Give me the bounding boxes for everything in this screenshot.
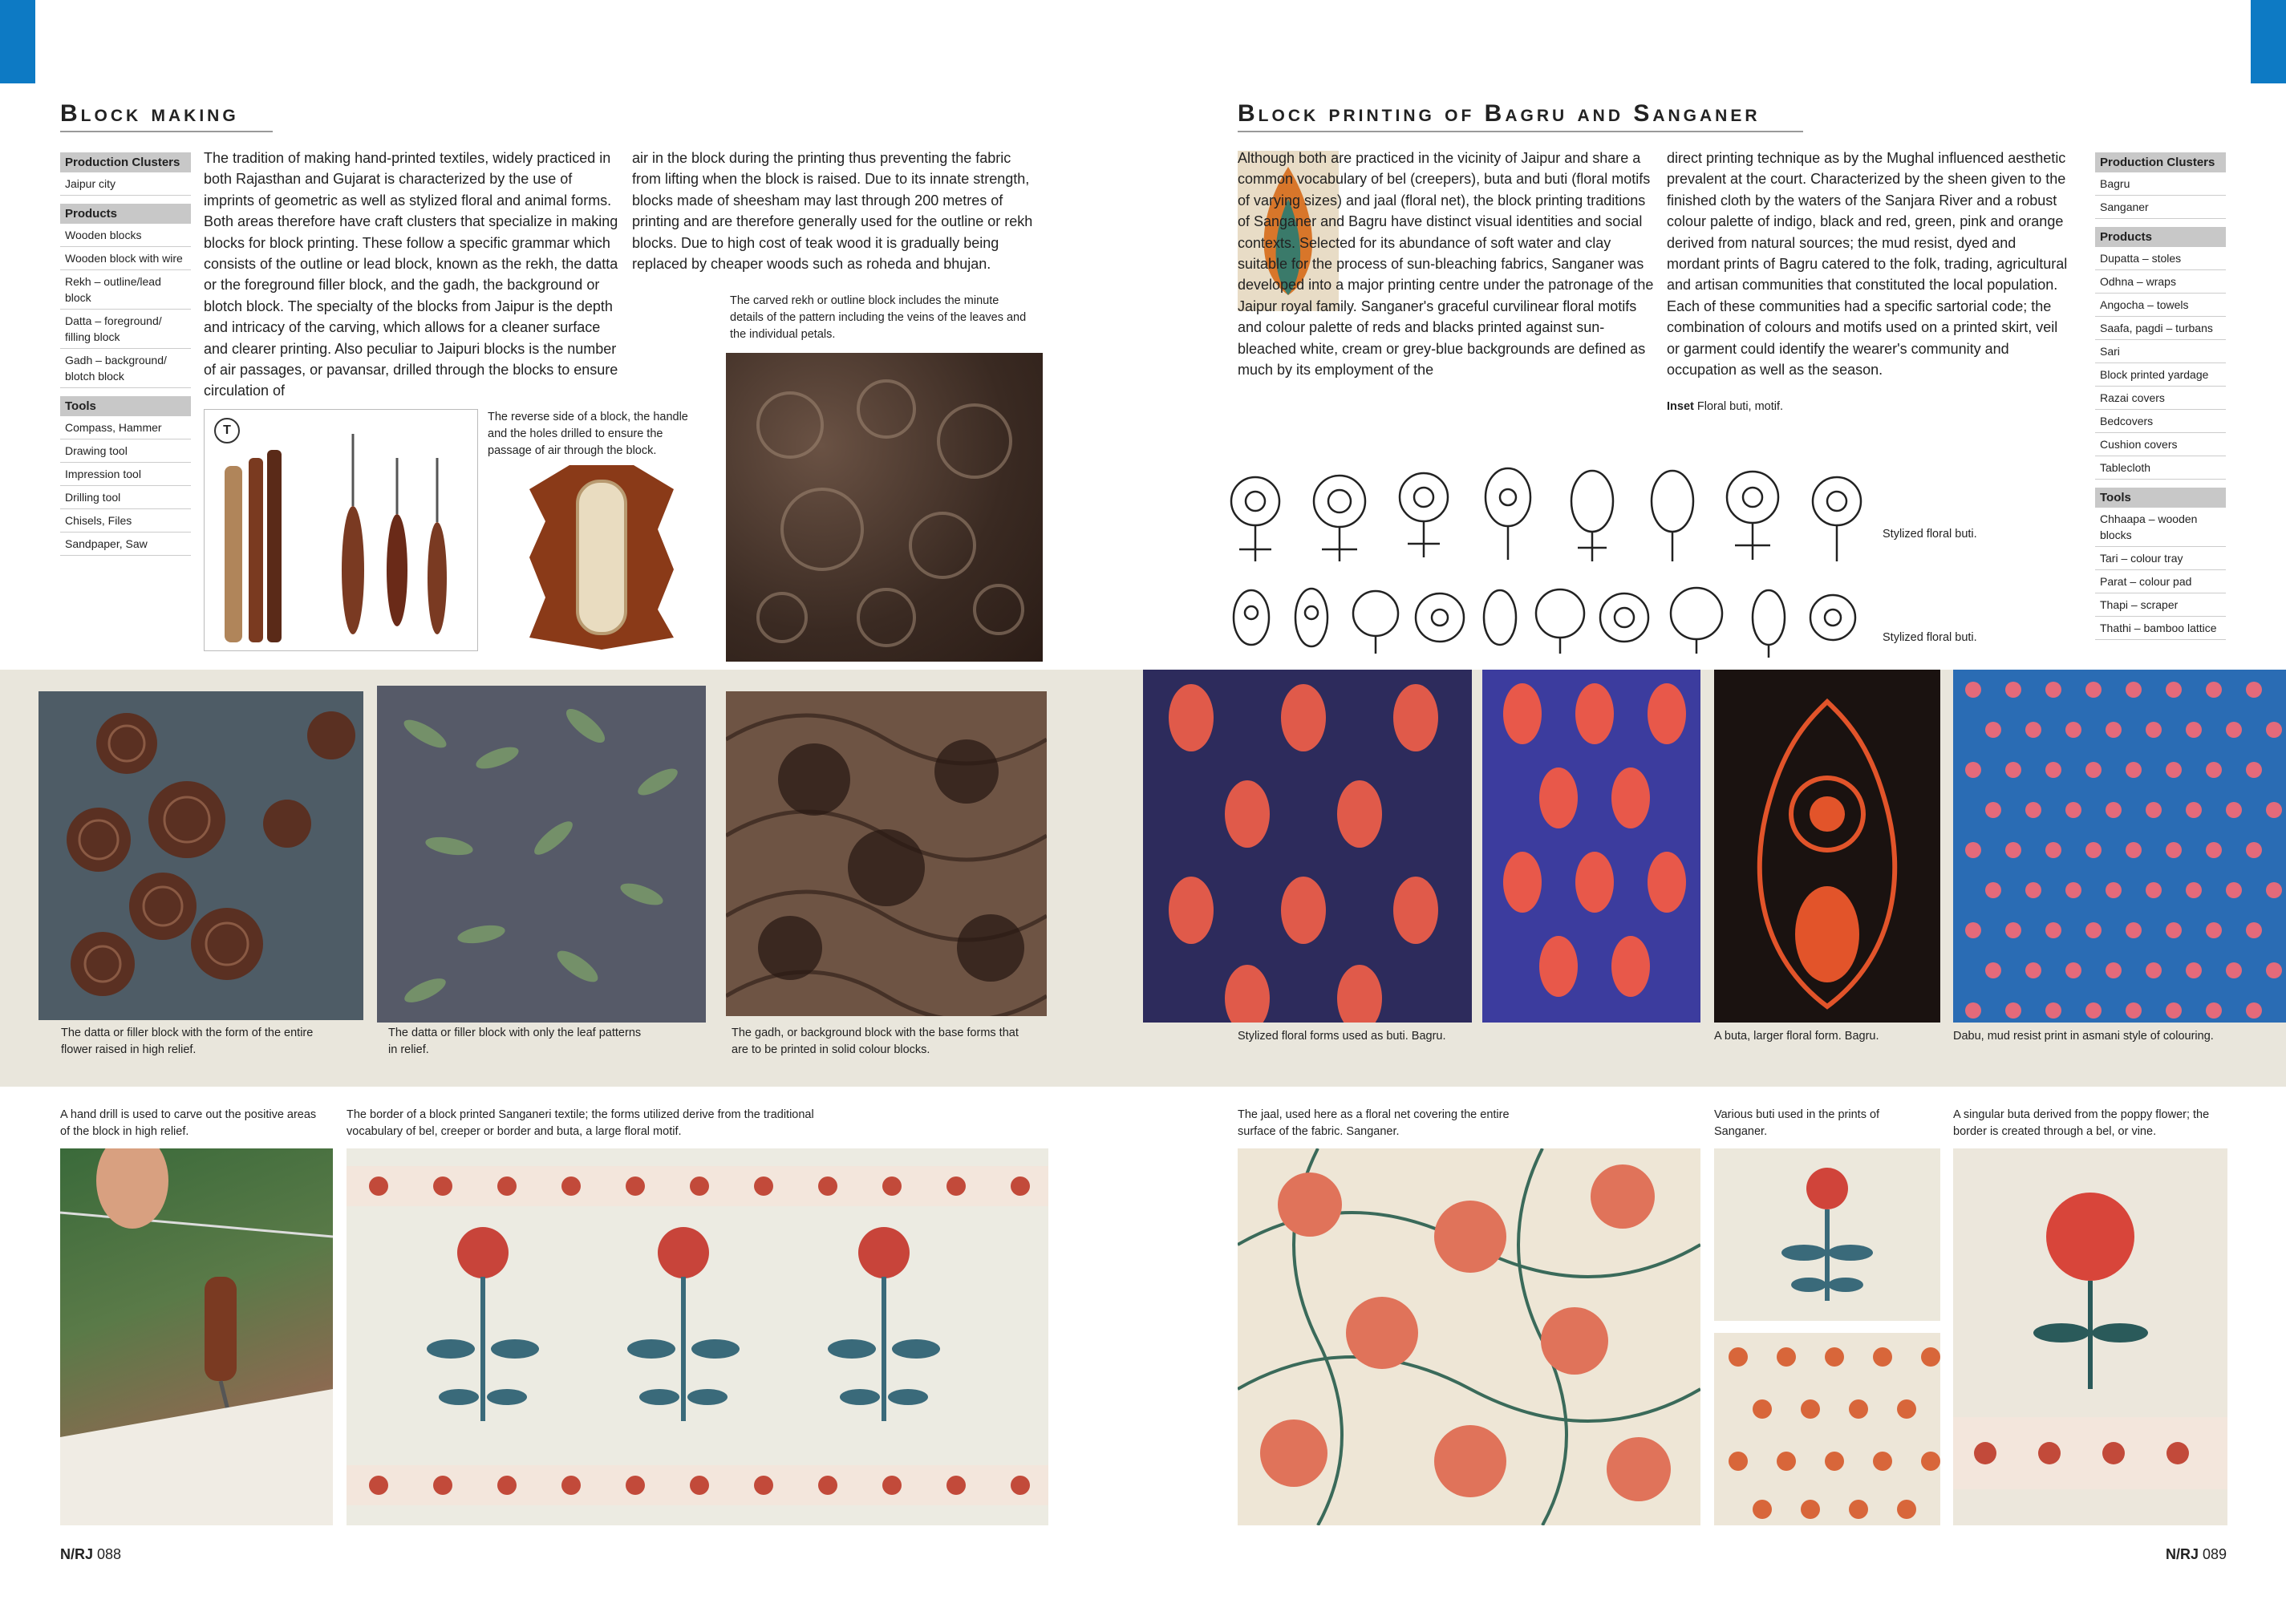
inset-label: Inset [1667,400,1694,413]
sidebar-item: Sanganer [2095,196,2226,219]
sidebar-item: Sari [2095,340,2226,363]
sidebar-item: Rekh – outline/lead block [60,270,191,310]
sidebar-item: Gadh – background/ blotch block [60,349,191,388]
right-sidebar [2095,152,2226,640]
left-body-column-2: air in the block during the printing thus preventing the fabric from lifting when the block is raised. Due to its innate strength, blocks made of sheesham may last through 200 metres of printing and are therefore generally used for the outline or rekh blocks. Due to high cost of teak wood it is gradually being replaced by cheaper woods such as roheda and bhujan. [632,150,1033,273]
sidebar-item: Angocha – towels [2095,294,2226,317]
sidebar-item: Dupatta – stoles [2095,247,2226,270]
datta-leaf-block-image [377,686,706,1023]
gadh-block-image [726,691,1047,1016]
caption-reverse-block: The reverse side of a block, the handle and the holes drilled to ensure the passage of air through the block. [488,411,688,457]
sidebar-heading: Products [60,204,191,224]
caption-dabu: Dabu, mud resist print in asmani style of colouring. [1953,1030,2214,1043]
caption-datta-leaf: The datta or filler block with only the leaf patterns in relief. [388,1027,642,1056]
sidebar-item: Drilling tool [60,486,191,509]
bagru-buti-fabric-image-2 [1482,670,1700,1023]
sidebar-item: Compass, Hammer [60,416,191,439]
page-number: 088 [97,1546,122,1562]
folio-mark: N/RJ [2166,1546,2199,1562]
inset-text: Floral buti, motif. [1696,400,1784,413]
buti-motifs-row-1 [1215,433,1885,565]
buti-motifs-row-2 [1215,569,1885,662]
tools-image [204,409,478,651]
bagru-buta-fabric-image [1714,670,1940,1023]
page-number: 089 [2203,1546,2227,1562]
sidebar-item: Chhaapa – wooden blocks [2095,508,2226,547]
sidebar-item: Sandpaper, Saw [60,533,191,556]
left-accent-tab [0,0,35,83]
sidebar-item: Cushion covers [2095,433,2226,456]
caption-buti-row-2: Stylized floral buti. [1883,631,1977,644]
caption-jaal: The jaal, used here as a floral net covering the entire surface of the fabric. Sanganer. [1238,1108,1510,1138]
sidebar-item: Saafa, pagdi – turbans [2095,317,2226,340]
sidebar-item: Odhna – wraps [2095,270,2226,294]
sidebar-item: Wooden block with wire [60,247,191,270]
sidebar-item: Thapi – scraper [2095,593,2226,617]
right-page-title: Block printing of Bagru and Sanganer [1238,100,1803,132]
inset-caption [1667,399,1972,415]
sidebar-item: Razai covers [2095,387,2226,410]
caption-datta-flower: The datta or filler block with the form of the entire flower raised in high relief. [61,1027,314,1056]
right-accent-tab [2251,0,2286,83]
sidebar-heading: Products [2095,227,2226,247]
sidebar-item: Jaipur city [60,172,191,196]
sidebar-item: Tablecloth [2095,456,2226,480]
sidebar-heading: Production Clusters [60,152,191,172]
caption-hand-drill: A hand drill is used to carve out the positive areas of the block in high relief. [60,1108,317,1138]
right-body-column-1: Although both are practiced in the vicinity of Jaipur and share a common vocabulary of bel (creepers), buta and buti (floral motifs of varying sizes) and jaal (floral net), the block printing traditions of Sanganer and Bagru have distinct visual identities and social contexts. Selected for its abundance of soft water and clay suitable for the process of sun-bleaching fabrics, Sanganer was developed into a major printing centre under the patronage of the Jaipur royal family. Sanganer's graceful curvilinear floral motifs and colour palette of reds and blacks printed against sun-bleached white, cream or grey-blue backgrounds are defined as much by its employment of the [1238,150,1654,379]
sidebar-item: Thathi – bamboo lattice [2095,617,2226,640]
sidebar-heading: Tools [2095,488,2226,508]
hand-drill-image [60,1148,333,1525]
sidebar-item: Impression tool [60,463,191,486]
caption-bagru-buti: Stylized floral forms used as buti. Bagru. [1238,1030,1446,1043]
sidebar-item: Drawing tool [60,439,191,463]
caption-singular-buta: A singular buta derived from the poppy flower; the border is created through a bel, or vine. [1953,1108,2210,1138]
sidebar-heading: Tools [60,396,191,416]
sanganeri-border-image [347,1148,1048,1525]
datta-flower-block-image [39,691,363,1020]
caption-gadh-block: The gadh, or background block with the base forms that are to be printed in solid colour blocks. [732,1027,1019,1056]
sidebar-heading: Production Clusters [2095,152,2226,172]
sidebar-item: Wooden blocks [60,224,191,247]
left-sidebar [60,152,191,556]
rekh-block-image [726,353,1043,662]
poppy-buta-image [1953,1148,2227,1525]
left-body-column-1: The tradition of making hand-printed textiles, widely practiced in both Rajasthan and Gujarat is characterized by the use of imprints of geometric as well as stylized floral and animal forms. Both areas therefore have craft clusters that specialize in making blocks for block printing. These follow a specific grammar which consists of the outline or lead block, known as the rekh, the datta or the foreground filler block, and the gadh, the background or blotch block. The specialty of the blocks from Jaipur is the depth and intricacy of the carving, which allows for a cleaner surface and clearer printing. Also peculiar to Jaipuri blocks is the number of air passages, or pavansar, drilled through the blocks to ensure circulation of [204,150,618,399]
folio-mark: N/RJ [60,1546,94,1562]
jaal-fabric-image [1238,1148,1700,1525]
sidebar-item: Chisels, Files [60,509,191,533]
sidebar-item: Tari – colour tray [2095,547,2226,570]
caption-rekh-block: The carved rekh or outline block includes the minute details of the pattern including the veins of the leaves and the individual petals. [730,294,1027,341]
right-folio [2166,1546,2227,1563]
various-buti-image-1 [1714,1148,1940,1321]
sidebar-item: Bedcovers [2095,410,2226,433]
various-buti-image-2 [1714,1333,1940,1525]
caption-bagru-buta: A buta, larger floral form. Bagru. [1714,1030,1879,1043]
tools-illustration [205,410,477,650]
sidebar-item: Parat – colour pad [2095,570,2226,593]
left-page-title: Block making [60,100,273,132]
sidebar-item: Bagru [2095,172,2226,196]
right-body-column-2: direct printing technique as by the Mughal influenced aesthetic prevalent at the court. Characterized by the sheen given to the finished cloth by the waters of the Sanjara River and a robust colour palette of indigo, black and red, green, pink and orange derived from natural sources; the mud resist, dyed and mordant prints of Bagru catered to the folk, trading, agricultural and artisan communities that constituted the local population. Each of these communities had a specific sartorial code; the combination of colours and motifs used on a printed skirt, veil or garment could identify the wearer's community and occupation as well as the season. [1667,150,2068,379]
sidebar-item: Datta – foreground/ filling block [60,310,191,349]
caption-border: The border of a block printed Sanganeri textile; the forms utilized derive from the traditional vocabulary of bel, creeper or border and buta, a large floral motif. [347,1108,814,1138]
caption-various-buti: Various buti used in the prints of Sanganer. [1714,1108,1880,1138]
dabu-fabric-image [1953,670,2286,1023]
sidebar-item: Block printed yardage [2095,363,2226,387]
reverse-block-image [521,465,682,650]
tools-logo: T [214,418,240,443]
caption-buti-row-1: Stylized floral buti. [1883,528,1977,541]
left-folio [60,1546,121,1563]
bagru-buti-fabric-image [1143,670,1472,1023]
